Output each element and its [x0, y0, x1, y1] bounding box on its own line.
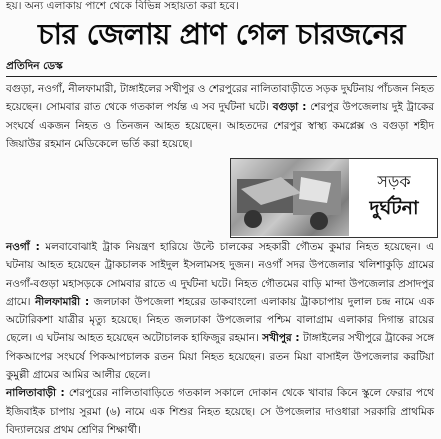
caption-line2: দুর্ঘটনা	[369, 197, 419, 219]
photo-caption	[353, 169, 435, 221]
naogaon-label: নওগাঁ :	[6, 241, 40, 253]
previous-story-tail: হয়। অন্য এলাকায় পাশে থেকে বিভিন্ন সহায়তা করা হবে।	[6, 0, 239, 12]
byline: প্রতিদিন ডেস্ক	[6, 60, 63, 72]
accident-photo	[231, 159, 349, 236]
caption-line1: সড়ক	[377, 172, 411, 191]
nalitabari-paragraph	[6, 384, 434, 439]
sakhipur-label: সখীপুর :	[262, 332, 300, 345]
byline-rule	[6, 76, 437, 77]
naogaon-paragraph	[6, 238, 434, 384]
naogaon-text: মলবাবোঝাই ট্রাক নিয়ন্ত্রণ হারিয়ে উল্টে চালকের সহকারী গৌতম কুমার নিহত হয়েছেন। এ ঘটনায় আহত হয়েছেন ট্রাকচালক সাইদুল ইসলামসহ দুজন। নওগাঁ সদর উপজেলার খলিশাকুড়ি গ্রামের নওগাঁ-বগুড়া মহাসড়কে সোমবার রাতে এ দুর্ঘটনা ঘটে। নিহত গৌতমের বাড়ি মান্দা উপজেলার প্রসাদপুর গ্রামে।	[6, 241, 434, 308]
photo-box	[230, 158, 438, 238]
nalitabari-label: নালিতাবাড়ী :	[6, 387, 65, 400]
intro-text: বগুড়া, নওগাঁ, নীলফামারী, টাঙ্গাইলের সখীপুর ও শেরপুরের নালিতাবাড়ীতে সড়ক দুর্ঘটনায় পাঁচজন নিহত হয়েছেন। সোমবার রাত থেকে গতকাল পর্যন্ত এ সব দুর্ঘটনা ঘটে।	[6, 83, 434, 114]
accident-photo-graphic	[231, 159, 349, 236]
nalitabari-text: শেরপুরের নালিতাবাড়িতে গতকাল সকালে দোকান থেকে খাবার কিনে স্কুলে ফেরার পথে ইজিবাইক চাপায় সুরমা (৬) নামে এক শিশুর নিহত হয়েছে। সে উপজেলার দাওধারা সরকারি প্রাথমিক বিদ্যালয়ের প্রথম শ্রেণির শিক্ষার্থী।	[6, 387, 434, 436]
article-intro	[6, 80, 434, 153]
article-body-bottom	[6, 238, 434, 439]
nilphamari-label: নীলফামারী :	[35, 295, 90, 308]
bogura-text-part: শেরপুর উপজেলায় দুই ট্রাকের সংঘর্ষে একজন নিহত ও তিনজন আহত হয়েছেন। আহতদের শেরপুর স্বাস্থ্য কমপ্লেক্স ও বগুড়া শহীদ জিয়াউর রহমান মেডিকেলে ভর্তি করা হয়েছে।	[6, 101, 434, 150]
sakhipur-text: টাঙ্গাইলের সখীপুরে ট্রাকের সঙ্গে পিকআপের সংঘর্ষে পিকআপচালক রতন মিয়া নিহত হয়েছেন। রতন মিয়া বাসাইল উপজেলার করটিয়া কুমুল্লী গ্রামের আমির আলীর ছেলে।	[6, 332, 435, 382]
article-body-top	[6, 80, 434, 153]
nilphamari-text: জলঢাকা উপজেলা শহরের ডাকবাংলো এলাকায় ট্রাকচাপায় দুলাল চন্দ্র নামে এক অটোরিকশা যাত্রীর মৃত্যু হয়েছে। নিহত জলঢাকা উপজেলার পশ্চিম বালাগ্রাম এলাকার দিগান্ত রায়ের ছেলে। এ ঘটনায় আহত হয়েছেন অটোচালক হাফিজুর রহমান।	[6, 295, 434, 345]
bogura-label: বগুড়া :	[272, 101, 307, 114]
headline: চার জেলায় প্রাণ গেল চারজনের	[37, 17, 406, 51]
